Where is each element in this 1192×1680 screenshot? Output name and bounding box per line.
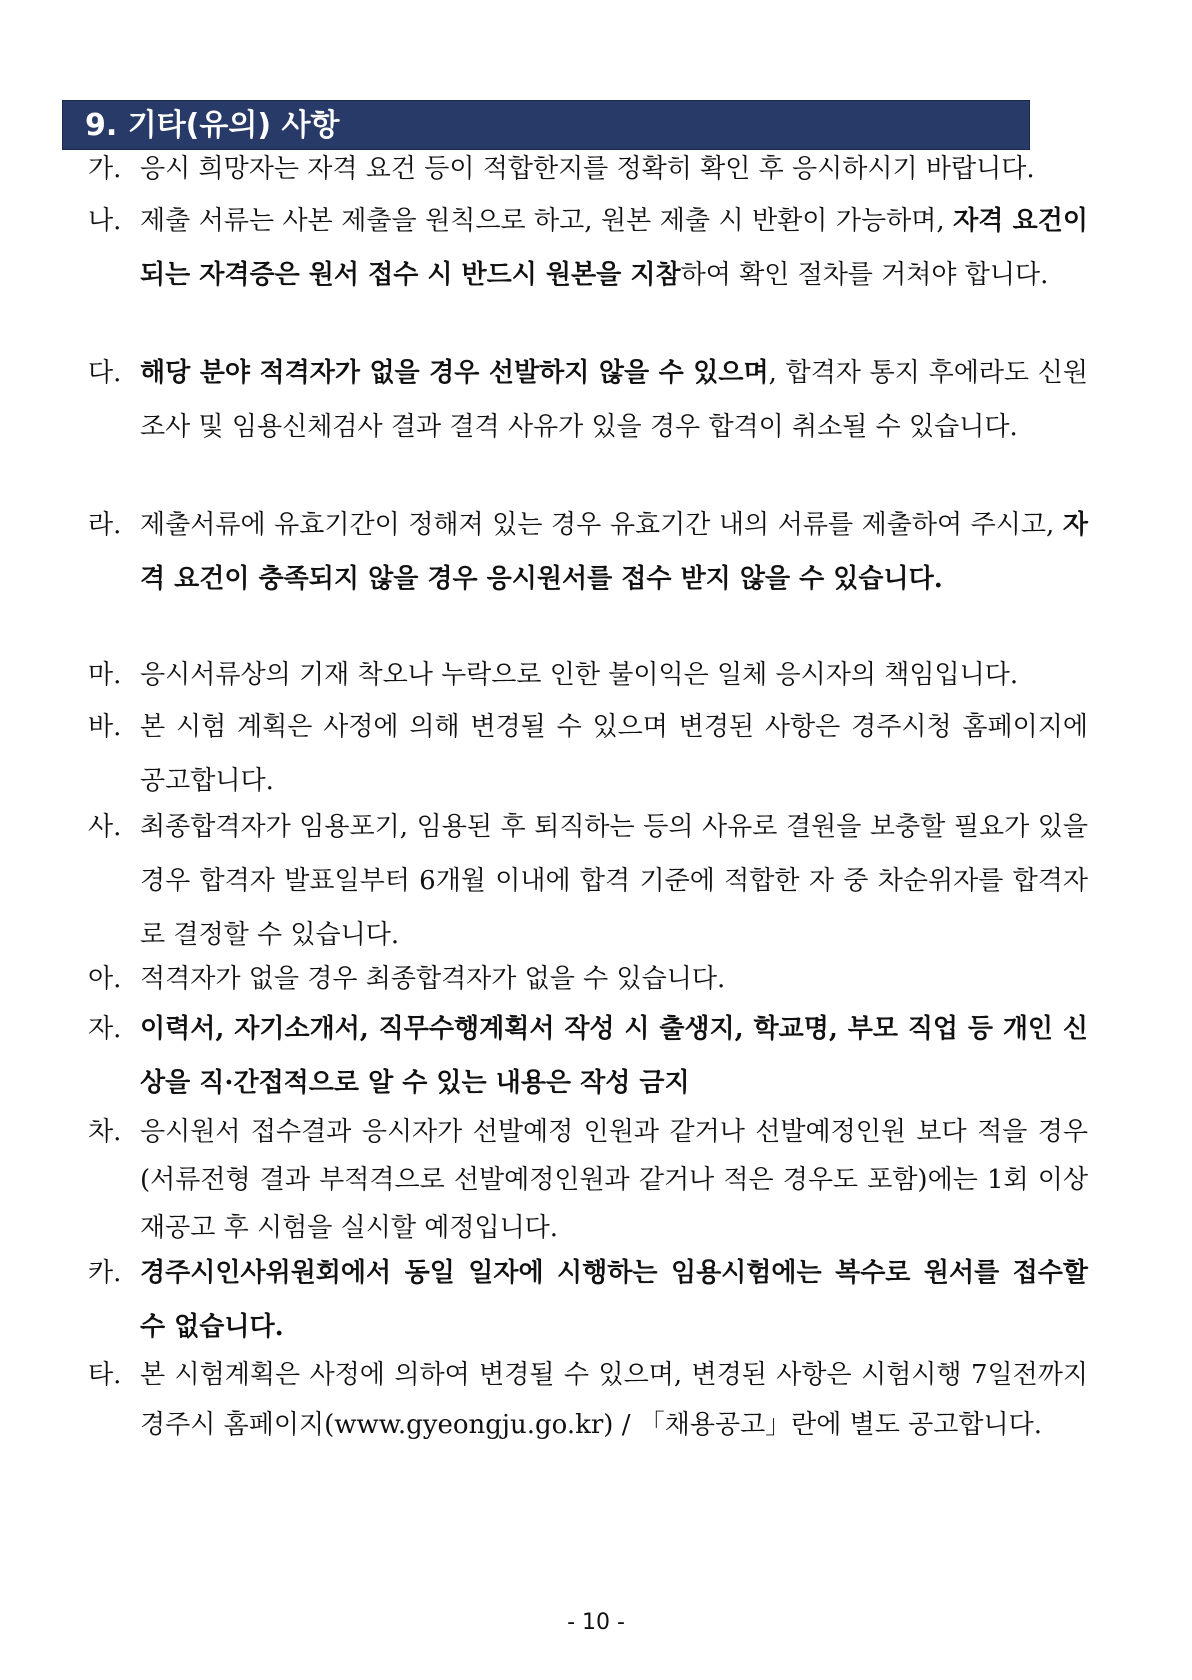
- notice-item-da: [88, 346, 1088, 454]
- notice-item-sa: [88, 800, 1088, 962]
- item-marker: 마.: [88, 660, 122, 690]
- item-text: 제출서류에 유효기간이 정해져 있는 경우 유효기간 내의 서류를 제출하여 주시고, 자격 요건이 충족되지 않을 경우 응시원서를 접수 받지 않을 수 있습니다.: [140, 510, 1088, 594]
- notice-item-cha: [88, 1108, 1088, 1252]
- item-text: 경주시인사위원회에서 동일 일자에 시행하는 임용시험에는 복수로 원서를 접수할 수 없습니다.: [140, 1258, 1088, 1342]
- page-number: - 10 -: [567, 1610, 625, 1635]
- item-marker: 카.: [88, 1258, 122, 1288]
- notice-item-a: [88, 952, 1088, 1006]
- item-marker: 아.: [88, 964, 122, 994]
- item-text: 응시 희망자는 자격 요건 등이 적합한지를 정확히 확인 후 응시하시기 바랍니다.: [140, 154, 1035, 184]
- item-marker: 바.: [88, 712, 122, 742]
- notice-item-ra: [88, 498, 1088, 606]
- item-text: 최종합격자가 임용포기, 임용된 후 퇴직하는 등의 사유로 결원을 보충할 필요가 있을 경우 합격자 발표일부터 6개월 이내에 합격 기준에 적합한 자 중 차순위자를 합격자로 결정할 수 있습니다.: [140, 812, 1088, 950]
- item-marker: 차.: [88, 1117, 122, 1147]
- notice-item-ga: [88, 142, 1088, 196]
- notice-item-ta: [88, 1350, 1088, 1450]
- item-marker: 나.: [88, 206, 122, 236]
- item-text: 응시서류상의 기재 착오나 누락으로 인한 불이익은 일체 응시자의 책임입니다.: [140, 660, 1019, 690]
- emphasis-text: 자격 요건이 되는 자격증은 원서 접수 시 반드시 원본을 지참: [140, 206, 1088, 290]
- notice-item-ma: [88, 648, 1088, 702]
- item-marker: 사.: [88, 812, 122, 842]
- item-text: 적격자가 없을 경우 최종합격자가 없을 수 있습니다.: [140, 964, 726, 994]
- item-text: 본 시험계획은 사정에 의하여 변경될 수 있으며, 변경된 사항은 시험시행 7일전까지 경주시 홈페이지(www.gyeongju.go.kr) / 「채용공고」란에 별도 공고합니다.: [140, 1360, 1088, 1440]
- item-text: 이력서, 자기소개서, 직무수행계획서 작성 시 출생지, 학교명, 부모 직업 등 개인 신상을 직·간접적으로 알 수 있는 내용은 작성 금지: [140, 1014, 1088, 1098]
- item-text: 제출 서류는 사본 제출을 원칙으로 하고, 원본 제출 시 반환이 가능하며, 자격 요건이 되는 자격증은 원서 접수 시 반드시 원본을 지참하여 확인 절차를 거쳐야 합니다.: [140, 206, 1088, 290]
- notice-item-ba: [88, 700, 1088, 808]
- item-marker: 다.: [88, 358, 122, 388]
- notice-item-ka: [88, 1246, 1088, 1354]
- emphasis-text: 해당 분야 적격자가 없을 경우 선발하지 않을 수 있으며: [140, 358, 769, 388]
- item-marker: 라.: [88, 510, 122, 540]
- item-text: 해당 분야 적격자가 없을 경우 선발하지 않을 수 있으며, 합격자 통지 후에라도 신원조사 및 임용신체검사 결과 결격 사유가 있을 경우 합격이 취소될 수 있습니다.: [140, 358, 1089, 442]
- item-marker: 자.: [88, 1014, 122, 1044]
- emphasis-text: 자격 요건이 충족되지 않을 경우 응시원서를 접수 받지 않을 수 있습니다.: [140, 510, 1088, 594]
- item-text: 응시원서 접수결과 응시자가 선발예정 인원과 같거나 선발예정인원 보다 적을 경우(서류전형 결과 부적격으로 선발예정인원과 같거나 적은 경우도 포함)에는 1회 이상 재공고 후 시험을 실시할 예정입니다.: [140, 1117, 1088, 1243]
- item-text: 본 시험 계획은 사정에 의해 변경될 수 있으며 변경된 사항은 경주시청 홈페이지에 공고합니다.: [140, 712, 1088, 796]
- item-marker: 타.: [88, 1360, 122, 1390]
- item-marker: 가.: [88, 154, 122, 184]
- notice-item-ja: [88, 1002, 1088, 1110]
- notice-item-na: [88, 194, 1088, 302]
- section-title: 9. 기타(유의) 사항: [62, 100, 1030, 150]
